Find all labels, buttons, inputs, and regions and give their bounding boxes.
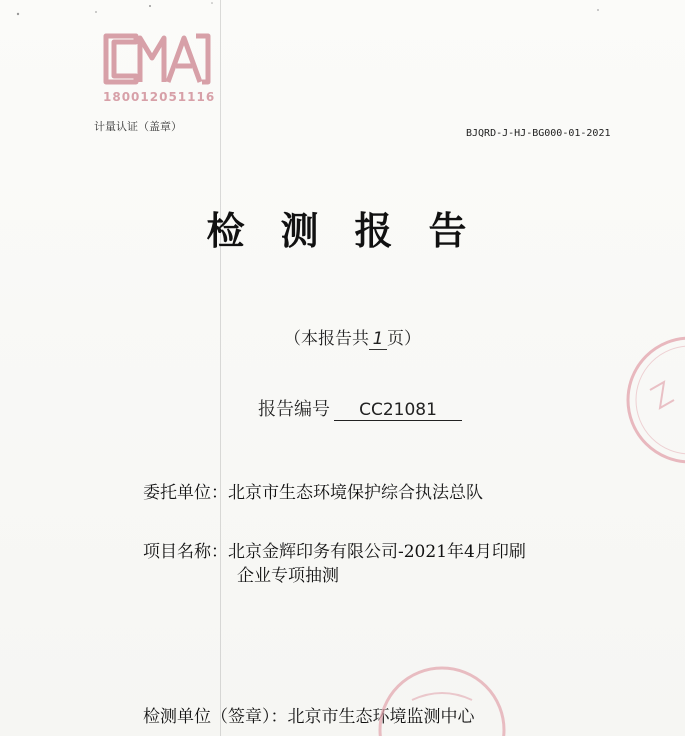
report-number-label: 报告编号 <box>258 399 330 420</box>
project-value-line1: 北京金辉印务有限公司-2021年4月印刷 <box>228 542 526 562</box>
testing-lab-label: 检测单位（签章）： <box>143 707 288 727</box>
project-field <box>143 540 603 588</box>
project-value-line2: 企业专项抽测 <box>237 566 339 586</box>
client-field <box>143 481 483 505</box>
report-number-value: CC21081 <box>334 400 462 421</box>
document-code: BJQRD-J-HJ-BG000-01-2021 <box>466 128 611 139</box>
page-count-suffix: 页） <box>387 329 421 349</box>
cma-caption: 计量认证（盖章） <box>94 120 182 133</box>
page-count-value: 1 <box>369 329 387 350</box>
red-seal-stamp-bottom-icon <box>372 660 512 736</box>
red-seal-stamp-icon <box>620 330 685 470</box>
page-count <box>284 324 421 350</box>
testing-lab-value: 北京市生态环境监测中心 <box>287 707 475 727</box>
report-number <box>258 395 462 421</box>
client-label: 委托单位： <box>143 483 228 503</box>
page-count-prefix: （本报告共 <box>284 329 369 349</box>
cma-registration-number: 180012051116 <box>103 90 216 104</box>
report-title: 检测报告 <box>206 209 503 253</box>
cma-seal-icon <box>96 28 214 90</box>
client-value: 北京市生态环境保护综合执法总队 <box>228 483 483 503</box>
project-label: 项目名称： <box>143 542 228 562</box>
scan-fold-line <box>220 0 221 736</box>
